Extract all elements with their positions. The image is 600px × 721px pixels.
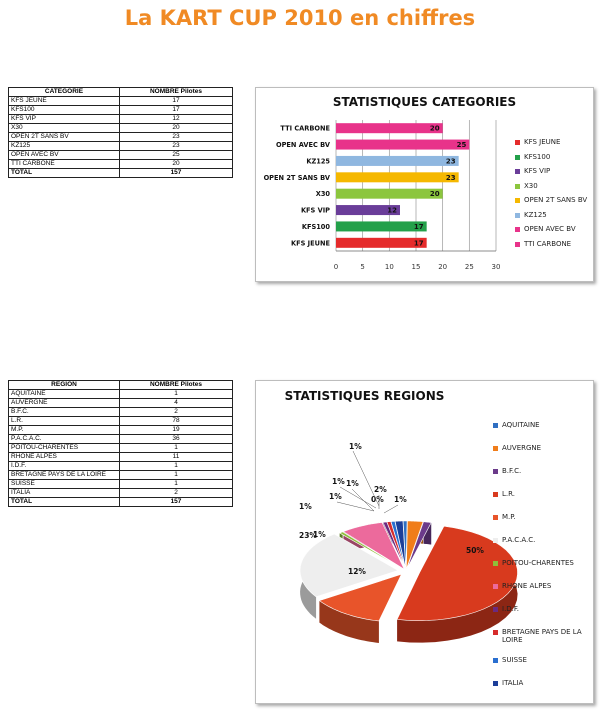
table-cell-label: POITOU-CHARENTES	[9, 444, 120, 453]
legend-label: OPEN AVEC BV	[524, 225, 576, 233]
legend-swatch	[493, 630, 498, 635]
bar	[336, 140, 469, 150]
legend-label: I.D.F.	[502, 605, 520, 613]
legend-item	[493, 559, 593, 567]
category-label: OPEN AVEC BV	[275, 141, 330, 150]
legend-item	[493, 467, 593, 475]
table-row	[9, 133, 233, 142]
table-row	[9, 489, 233, 498]
column-header: NOMBRE Pilotes	[120, 88, 233, 97]
legend-swatch	[493, 607, 498, 612]
legend-swatch	[515, 155, 520, 160]
data-label: 17	[413, 222, 424, 231]
data-label: 25	[456, 141, 467, 150]
tick-label: 30	[491, 263, 501, 271]
table-cell-value: 1	[120, 390, 233, 399]
pie-slice	[406, 521, 423, 569]
legend-item	[493, 679, 593, 687]
table-cell-label: B.F.C.	[9, 408, 120, 417]
table-cell-value: 1	[120, 462, 233, 471]
table-cell-value: 17	[120, 106, 233, 115]
legend-swatch	[515, 242, 520, 247]
table-cell-label: AQUITAINE	[9, 390, 120, 399]
legend-item	[493, 582, 593, 590]
tick-label: 10	[384, 263, 394, 271]
category-label: OPEN 2T SANS BV	[263, 173, 330, 182]
legend-swatch	[493, 515, 498, 520]
legend-swatch	[493, 658, 498, 663]
table-cell-label: L.R.	[9, 417, 120, 426]
table-cell-label: KZ125	[9, 142, 120, 151]
legend-item	[493, 421, 593, 429]
legend-label: KFS JEUNE	[524, 138, 561, 146]
table-row	[9, 444, 233, 453]
table-cell-value: 20	[120, 124, 233, 133]
table-cell-label: X30	[9, 124, 120, 133]
data-label: 1%	[394, 495, 407, 504]
table-cell-value: 23	[120, 133, 233, 142]
legend-label: L.R.	[502, 490, 515, 498]
legend-item	[493, 628, 593, 644]
table-cell-value: 78	[120, 417, 233, 426]
table-cell-value: 1	[120, 480, 233, 489]
legend-swatch	[515, 213, 520, 218]
data-label: 23%	[299, 531, 317, 540]
table-row	[9, 142, 233, 151]
table-cell-label: ITALIA	[9, 489, 120, 498]
legend-label: RHONE ALPES	[502, 582, 552, 590]
table-cell-value: 23	[120, 142, 233, 151]
legend-item	[515, 153, 600, 161]
legend-swatch	[493, 584, 498, 589]
table-row	[9, 160, 233, 169]
legend-swatch	[515, 227, 520, 232]
table-cell-value: 157	[120, 169, 233, 178]
legend-item	[493, 536, 593, 544]
tick-label: 25	[464, 263, 474, 271]
data-label: 17	[413, 239, 424, 248]
data-label: 0%	[371, 495, 384, 504]
page-title: La KART CUP 2010 en chiffres	[124, 6, 476, 30]
table-row	[9, 426, 233, 435]
table-cell-value: 2	[120, 408, 233, 417]
table-cell-label: TTI CARBONE	[9, 160, 120, 169]
legend-item	[515, 225, 600, 233]
table-cell-value: 36	[120, 435, 233, 444]
table-cell-value: 1	[120, 471, 233, 480]
legend-label: OPEN 2T SANS BV	[524, 196, 588, 204]
legend-label: P.A.C.A.C.	[502, 536, 536, 544]
legend-item	[515, 211, 600, 219]
legend-label: M.P.	[502, 513, 516, 521]
table-row	[9, 124, 233, 133]
data-label: 12	[387, 206, 397, 215]
chart-legend	[493, 421, 593, 691]
category-label: KZ125	[306, 157, 330, 166]
table-row	[9, 97, 233, 106]
chart-title: STATISTIQUES REGIONS	[284, 389, 445, 403]
table-row	[9, 462, 233, 471]
table-cell-label: BRETAGNE PAYS DE LA LOIRE	[9, 471, 120, 480]
data-label: 23	[445, 173, 456, 182]
tick-label: 5	[360, 263, 365, 271]
legend-item	[515, 182, 600, 190]
table-cell-label: I.D.F.	[9, 462, 120, 471]
table-cell-label: KFS100	[9, 106, 120, 115]
table-cell-value: 19	[120, 426, 233, 435]
legend-swatch	[515, 140, 520, 145]
table-total-row	[9, 498, 233, 507]
table-cell-label: AUVERGNE	[9, 399, 120, 408]
legend-swatch	[493, 681, 498, 686]
table-row	[9, 106, 233, 115]
table-cell-value: 20	[120, 160, 233, 169]
column-header: NOMBRE Pilotes	[120, 381, 233, 390]
table-cell-label: OPEN 2T SANS BV	[9, 133, 120, 142]
data-label: 1%	[313, 530, 326, 539]
table-row	[9, 151, 233, 160]
legend-swatch	[493, 492, 498, 497]
legend-swatch	[493, 423, 498, 428]
categories-chart	[255, 87, 594, 282]
table-cell-label: RHONE ALPES	[9, 453, 120, 462]
data-label: 2%	[374, 485, 387, 494]
table-cell-label: SUISSE	[9, 480, 120, 489]
bar	[336, 156, 459, 166]
table-cell-value: 25	[120, 151, 233, 160]
data-label: 1%	[332, 477, 345, 486]
legend-swatch	[493, 469, 498, 474]
legend-label: SUISSE	[502, 656, 527, 664]
table-cell-value: 2	[120, 489, 233, 498]
legend-item	[515, 138, 600, 146]
data-label: 20	[429, 124, 440, 133]
categories-table	[8, 87, 233, 178]
category-label: TTI CARBONE	[280, 124, 330, 133]
legend-item	[493, 444, 593, 452]
data-label: 1%	[346, 479, 359, 488]
legend-item	[515, 167, 600, 175]
regions-chart	[255, 380, 594, 704]
category-label: KFS100	[301, 222, 330, 231]
legend-item	[515, 240, 600, 248]
category-label: KFS VIP	[300, 206, 330, 215]
legend-label: KZ125	[524, 210, 547, 219]
table-row	[9, 480, 233, 489]
table-row	[9, 471, 233, 480]
data-label: 23	[445, 157, 456, 166]
legend-swatch	[515, 184, 520, 189]
tick-label: 20	[438, 263, 448, 271]
data-label: 50%	[466, 546, 484, 555]
legend-swatch	[493, 538, 498, 543]
table-cell-value: 157	[120, 498, 233, 507]
table-total-row	[9, 169, 233, 178]
table-row	[9, 417, 233, 426]
legend-swatch	[493, 561, 498, 566]
table-cell-label: TOTAL	[9, 169, 120, 178]
data-label: 1%	[329, 492, 342, 501]
category-label: KFS JEUNE	[291, 239, 330, 248]
category-label: X30	[315, 190, 330, 199]
table-row	[9, 115, 233, 124]
bar	[336, 123, 443, 133]
tick-label: 15	[411, 263, 421, 271]
legend-label: AUVERGNE	[502, 444, 542, 452]
legend-swatch	[515, 198, 520, 203]
chart-legend	[515, 138, 593, 258]
legend-swatch	[493, 446, 498, 451]
table-cell-value: 12	[120, 115, 233, 124]
leader-line	[384, 505, 398, 513]
legend-label: KFS VIP	[524, 167, 551, 175]
table-cell-label: M.P.	[9, 426, 120, 435]
table-row	[9, 435, 233, 444]
table-cell-value: 4	[120, 399, 233, 408]
data-label: 1%	[349, 442, 362, 451]
table-cell-value: 1	[120, 444, 233, 453]
legend-label: KFS100	[524, 152, 551, 161]
legend-label: TTI CARBONE	[524, 239, 572, 248]
legend-swatch	[515, 169, 520, 174]
data-label: 20	[429, 190, 440, 199]
table-row	[9, 408, 233, 417]
table-cell-label: TOTAL	[9, 498, 120, 507]
table-cell-label: P.A.C.A.C.	[9, 435, 120, 444]
tick-label: 0	[333, 263, 339, 271]
column-header: CATEGORIE	[9, 88, 120, 97]
column-header: REGION	[9, 381, 120, 390]
legend-item	[515, 196, 600, 204]
data-label: 1%	[299, 502, 312, 511]
table-cell-label: KFS JEUNE	[9, 97, 120, 106]
data-label: 12%	[348, 567, 366, 576]
legend-label: POITOU-CHARENTES	[502, 559, 574, 567]
bar	[336, 189, 443, 199]
table-cell-label: KFS VIP	[9, 115, 120, 124]
table-cell-value: 11	[120, 453, 233, 462]
legend-label: X30	[524, 181, 538, 190]
legend-label: BRETAGNE PAYS DE LA LOIRE	[502, 628, 582, 644]
legend-item	[493, 656, 593, 664]
table-cell-label: OPEN AVEC BV	[9, 151, 120, 160]
chart-title: STATISTIQUES CATEGORIES	[332, 95, 517, 109]
legend-label: ITALIA	[502, 679, 524, 687]
legend-item	[493, 513, 593, 521]
legend-item	[493, 605, 593, 613]
legend-item	[493, 490, 593, 498]
legend-label: B.F.C.	[502, 467, 522, 475]
table-row	[9, 453, 233, 462]
bar	[336, 172, 459, 182]
legend-label: AQUITAINE	[502, 421, 540, 429]
table-cell-value: 17	[120, 97, 233, 106]
